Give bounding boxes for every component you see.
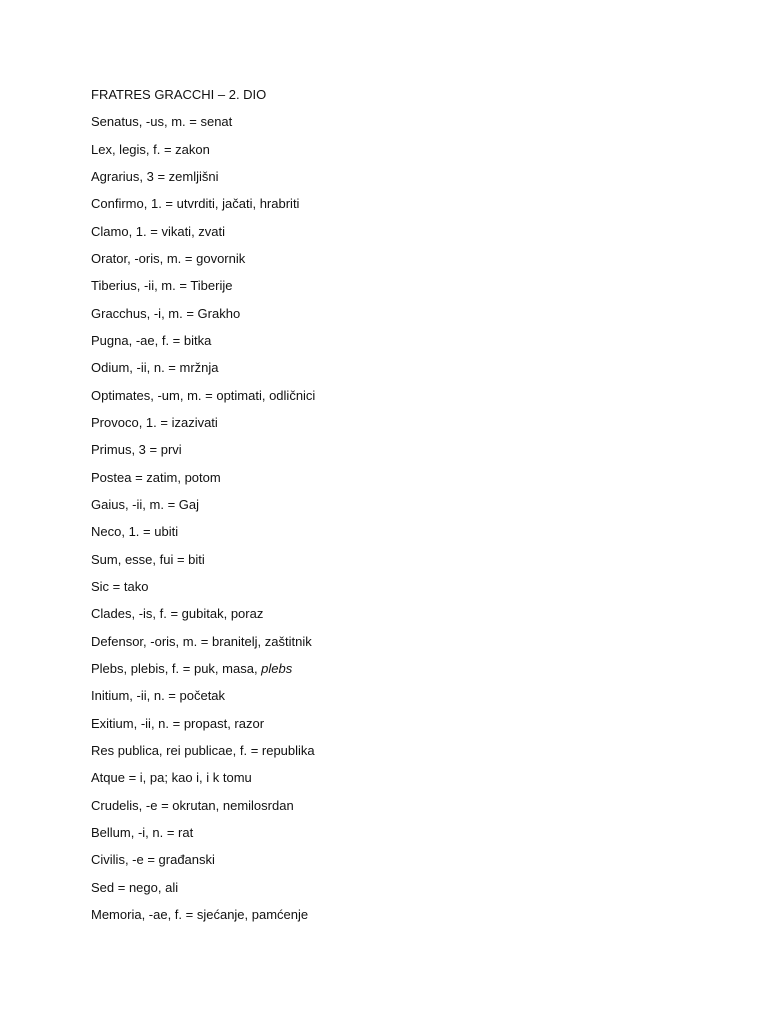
vocab-entry-italic: plebs xyxy=(261,660,293,676)
vocab-entry: Initium, -ii, n. = početak xyxy=(91,688,226,704)
vocab-entry: Optimates, -um, m. = optimati, odličnici xyxy=(91,387,316,403)
vocab-entry: Res publica, rei publicae, f. = republika xyxy=(91,742,315,758)
vocab-entry: Orator, -oris, m. = govornik xyxy=(91,250,246,266)
vocab-entry: Tiberius, -ii, m. = Tiberije xyxy=(91,278,233,294)
vocab-entry: Senatus, -us, m. = senat xyxy=(91,114,233,130)
vocab-entry: Primus, 3 = prvi xyxy=(91,442,182,458)
vocab-entry: Lex, legis, f. = zakon xyxy=(91,141,210,157)
vocab-entry: Memoria, -ae, f. = sjećanje, pamćenje xyxy=(91,906,309,922)
vocab-entry: Crudelis, -e = okrutan, nemilosrdan xyxy=(91,797,294,813)
vocab-entry: Atque = i, pa; kao i, i k tomu xyxy=(91,770,252,786)
vocab-entry: Gaius, -ii, m. = Gaj xyxy=(91,496,199,512)
vocab-entry xyxy=(91,660,691,677)
vocab-entry: Defensor, -oris, m. = branitelj, zaštitnik xyxy=(91,633,312,649)
vocab-entry: Neco, 1. = ubiti xyxy=(91,524,179,540)
document-title: FRATRES GRACCHI – 2. DIO xyxy=(91,87,267,102)
vocab-entry: Pugna, -ae, f. = bitka xyxy=(91,332,212,348)
vocab-entry: Confirmo, 1. = utvrditi, jačati, hrabriti xyxy=(91,196,300,212)
vocab-entry: Sum, esse, fui = biti xyxy=(91,551,205,567)
vocab-entry-text: Plebs, plebis, f. = puk, masa, xyxy=(91,660,262,676)
vocab-entry: Sed = nego, ali xyxy=(91,879,179,895)
vocab-entry: Agrarius, 3 = zemljišni xyxy=(91,168,219,184)
vocab-entry: Bellum, -i, n. = rat xyxy=(91,824,194,840)
vocab-entry: Exitium, -ii, n. = propast, razor xyxy=(91,715,265,731)
vocab-entry: Odium, -ii, n. = mržnja xyxy=(91,360,219,376)
vocab-entry: Gracchus, -i, m. = Grakho xyxy=(91,305,241,321)
vocab-entry: Civilis, -e = građanski xyxy=(91,852,215,868)
vocab-entry: Clamo, 1. = vikati, zvati xyxy=(91,223,226,239)
vocab-entry: Sic = tako xyxy=(91,578,149,594)
vocab-entry: Provoco, 1. = izazivati xyxy=(91,414,218,430)
vocab-entry: Postea = zatim, potom xyxy=(91,469,221,485)
vocabulary-list xyxy=(91,86,691,933)
vocab-entry: Clades, -is, f. = gubitak, poraz xyxy=(91,606,264,622)
